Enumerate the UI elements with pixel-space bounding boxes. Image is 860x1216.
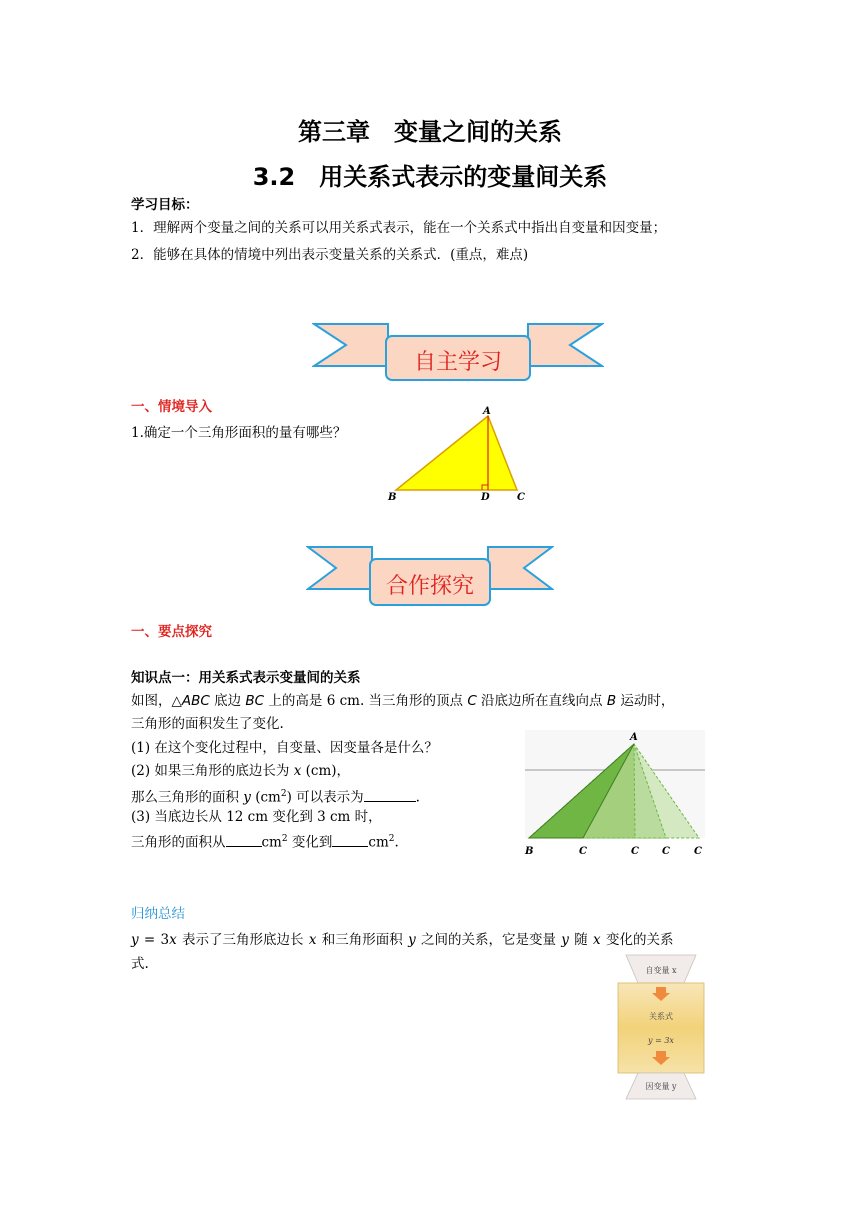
- question-2b: [131, 785, 420, 807]
- text-run: .: [394, 834, 399, 851]
- math-c: C: [467, 693, 477, 709]
- text-run: ) 可以表示为: [286, 789, 364, 806]
- label-a: A: [630, 732, 638, 743]
- text-run: 变化到: [287, 834, 333, 851]
- diagram-bottom-label: 因变量 y: [645, 1082, 677, 1091]
- math-y: y: [243, 789, 251, 806]
- intro-question: 1.确定一个三角形面积的量有哪些？: [131, 425, 347, 441]
- text-run: 如图，△: [131, 693, 182, 709]
- knowledge-title: 知识点一：用关系式表示变量间的关系: [131, 670, 361, 686]
- math-bc: BC: [245, 693, 265, 709]
- label-c1: C: [579, 846, 587, 857]
- label-d: D: [481, 492, 490, 503]
- problem-line-2: 三角形的面积发生了变化.: [131, 716, 284, 732]
- summary-line-1: [131, 931, 673, 949]
- text-run: 底边: [209, 693, 246, 709]
- text-run: 沿底边所在直线向点: [476, 693, 607, 709]
- superscript: 2: [281, 834, 288, 844]
- banner-right-tail: [528, 324, 602, 366]
- green-triangles-figure: [521, 728, 707, 858]
- answer-blank[interactable]: [332, 834, 368, 847]
- banner-left-tail: [308, 547, 372, 589]
- goals-label: 学习目标：: [131, 197, 199, 213]
- question-2: [131, 762, 350, 780]
- math-x: x: [593, 932, 601, 948]
- triangle-abc: [396, 416, 517, 490]
- text-run: 上的高是 6 cm. 当三角形的顶点: [264, 693, 468, 709]
- text-run: 运动时，: [616, 693, 675, 709]
- diagram-top-label: 自变量 x: [645, 966, 677, 975]
- label-b: B: [388, 492, 397, 503]
- math-y: y: [131, 932, 139, 948]
- text-run: 变化的关系: [600, 932, 674, 948]
- math-x: x: [308, 932, 317, 948]
- section-title: 3.2 用关系式表示的变量间关系: [252, 163, 608, 191]
- triangle-figure: [384, 402, 530, 506]
- problem-line-1: [131, 692, 674, 710]
- math-y: y: [561, 932, 569, 948]
- text-run: 之间的关系，它是变量: [415, 932, 562, 948]
- text-run: 随: [568, 932, 594, 948]
- diagram-middle-label: 关系式: [649, 1012, 673, 1021]
- text-run: 那么三角形的面积: [131, 789, 244, 806]
- explore-heading: 一、要点探究: [131, 624, 212, 640]
- banner-right-tail: [488, 547, 552, 589]
- relation-diagram: [612, 953, 710, 1103]
- label-c2: C: [631, 846, 639, 857]
- math-x: x: [293, 763, 302, 779]
- math-y: y: [408, 932, 416, 948]
- question-3b: [131, 830, 399, 852]
- superscript: 2: [388, 834, 395, 844]
- math-b: B: [606, 693, 617, 709]
- question-1: (1) 在这个变化过程中，自变量、因变量各是什么？: [131, 740, 438, 756]
- math-abc: ABC: [181, 693, 210, 709]
- text-run: .: [415, 789, 420, 806]
- label-b: B: [525, 846, 534, 857]
- summary-line-2: 式.: [131, 956, 149, 972]
- summary-heading: 归纳总结: [131, 906, 185, 922]
- label-c: C: [517, 492, 525, 503]
- banner-self-study-label: 自主学习: [413, 350, 502, 375]
- text-run: (cm: [250, 789, 281, 806]
- answer-blank[interactable]: [364, 789, 416, 802]
- text-run: cm: [368, 834, 389, 851]
- text-run: (cm)，: [301, 763, 351, 779]
- text-run: cm: [261, 834, 282, 851]
- banner-cooperate-label: 合作探究: [385, 574, 474, 599]
- diagram-formula: y = 3x: [648, 1036, 674, 1045]
- text-run: 表示了三角形底边长: [176, 932, 309, 948]
- text-run: (2) 如果三角形的底边长为: [131, 763, 294, 779]
- intro-heading: 一、情境导入: [131, 399, 212, 415]
- text-run: 三角形的面积从: [131, 834, 226, 851]
- label-c3: C: [662, 846, 670, 857]
- superscript: 2: [280, 789, 287, 799]
- chapter-title: 第三章 变量之间的关系: [298, 118, 562, 146]
- answer-blank[interactable]: [226, 834, 262, 847]
- question-3: (3) 当底边长从 12 cm 变化到 3 cm 时，: [131, 809, 382, 825]
- text-run: = 3: [138, 932, 170, 948]
- text-run: 和三角形面积: [316, 932, 409, 948]
- goal-item-1: 1．理解两个变量之间的关系可以用关系式表示，能在一个关系式中指出自变量和因变量；: [131, 220, 667, 236]
- banner-left-tail: [314, 324, 388, 366]
- goal-item-2: 2．能够在具体的情境中列出表示变量关系的关系式．(重点，难点): [131, 247, 529, 263]
- label-a: A: [483, 406, 491, 417]
- math-x: x: [169, 932, 177, 948]
- label-c4: C: [694, 846, 702, 857]
